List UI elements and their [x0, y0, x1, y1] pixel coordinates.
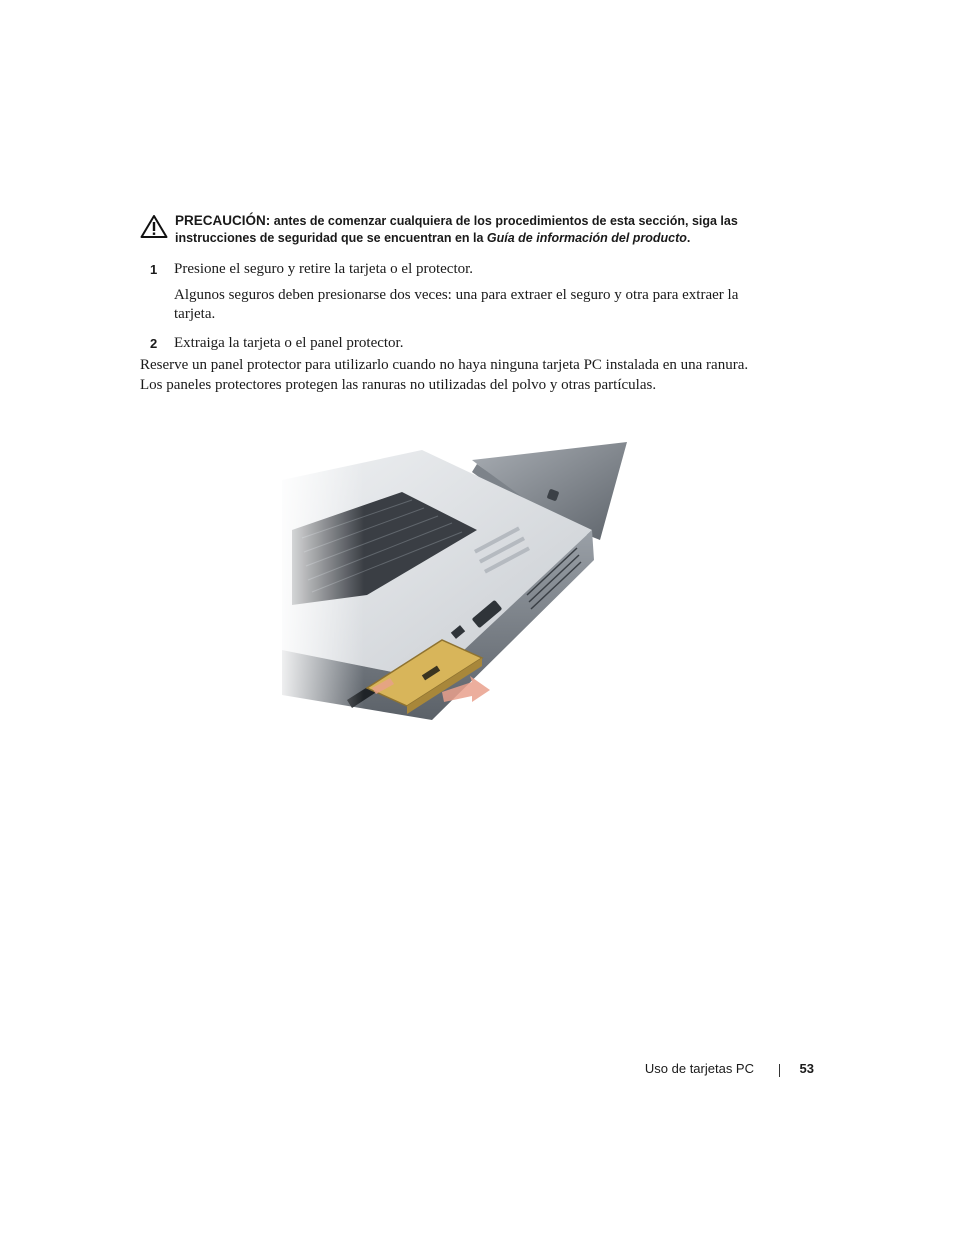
- footer-separator: [779, 1064, 780, 1077]
- step-text: Extraiga la tarjeta o el panel protector.: [174, 335, 404, 351]
- body-paragraph: Reserve un panel protector para utilizarlo cuando no haya ninguna tarjeta PC instalada en una ranura. Los paneles protectores protegen las ranuras no utilizadas del polvo y otras partículas.: [140, 357, 749, 393]
- footer-section-title: Uso de tarjetas PC: [644, 1061, 754, 1076]
- warning-triangle-icon: [140, 214, 168, 239]
- page-footer: [560, 1061, 814, 1081]
- step-note: Algunos seguros deben presionarse dos veces: una para extraer el seguro y otra para extraer la tarjeta.: [174, 287, 739, 322]
- caution-end: .: [686, 231, 691, 245]
- laptop-pc-card-illustration: [272, 420, 640, 750]
- caution-notice: [140, 212, 780, 247]
- step-number: 1: [150, 262, 158, 277]
- caution-text: [175, 212, 780, 247]
- step-1: [150, 260, 770, 324]
- step-2: [150, 334, 770, 353]
- caution-label: PRECAUCIÓN:: [175, 213, 271, 228]
- product-guide-title: Guía de información del producto: [486, 231, 687, 245]
- procedure-steps: [150, 260, 770, 353]
- step-number: 2: [150, 336, 158, 351]
- caution-body: antes de comenzar cualquiera de los procedimientos de esta sección, siga las instrucciones de seguridad que se encuentran en la: [175, 214, 738, 245]
- step-text: Presione el seguro y retire la tarjeta o el protector.: [174, 261, 474, 277]
- page-number: 53: [799, 1061, 814, 1076]
